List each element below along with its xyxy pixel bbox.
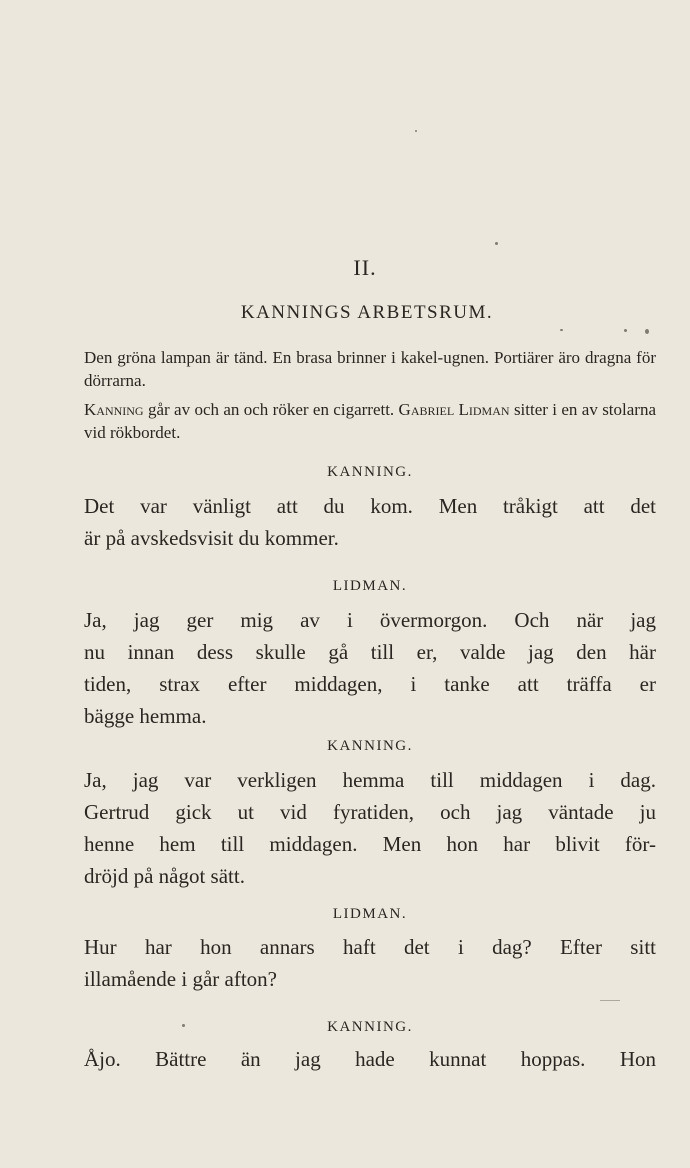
scan-speck	[600, 1000, 620, 1001]
speech-block	[84, 764, 656, 892]
speech-line: Ja, jag ger mig av i övermorgon. Och när jag	[84, 608, 656, 632]
character-name: Gabriel Lidman	[398, 400, 510, 419]
speaker-name: KANNING.	[327, 738, 413, 754]
speech-block	[84, 931, 656, 995]
speech-block	[84, 490, 656, 554]
speech-line: är på avskedsvisit du kommer.	[84, 526, 339, 550]
speaker-name: LIDMAN.	[332, 578, 408, 594]
scan-speck	[560, 329, 563, 331]
speech-line: nu innan dess skulle gå till er, valde jag den här	[84, 640, 656, 664]
stage-direction-setting: Den gröna lampan är tänd. En brasa brinner i kakel-ugnen. Portiärer äro dragna för dörrarna.	[84, 348, 656, 390]
speech-line: Ja, jag var verkligen hemma till middagen i dag.	[84, 768, 656, 792]
scan-speck	[624, 329, 627, 332]
speech-line: tiden, strax efter middagen, i tanke att träffa er	[84, 672, 656, 696]
scan-speck	[415, 130, 417, 132]
speech-line: dröjd på något sätt.	[84, 864, 245, 888]
speech-block	[84, 604, 656, 732]
act-number: II.	[353, 255, 377, 280]
speech-line: henne hem till middagen. Men hon har blivit för-	[84, 832, 656, 856]
speech-line: Åjo. Bättre än jag hade kunnat hoppas. Hon	[84, 1047, 656, 1071]
scan-speck	[495, 242, 498, 245]
stage-direction-characters	[84, 398, 656, 444]
speech-line: Hur har hon annars haft det i dag? Efter sitt	[84, 935, 656, 959]
speech-line: bägge hemma.	[84, 704, 207, 728]
speech-line: Det var vänligt att du kom. Men tråkigt att det	[84, 494, 656, 518]
stage-direction-text: sitter i en av stolarna vid rökbordet.	[84, 400, 657, 442]
stage-direction-text: går av och an och röker en cigarrett.	[143, 400, 399, 419]
speech-line: Gertrud gick ut vid fyratiden, och jag väntade ju	[84, 800, 656, 824]
speaker-name: KANNING.	[327, 464, 413, 480]
speaker-name: KANNING.	[327, 1019, 413, 1035]
speech-block	[84, 1043, 656, 1075]
scan-speck	[182, 1024, 185, 1027]
scene-title: KANNINGS ARBETSRUM.	[240, 302, 494, 323]
scan-speck	[645, 329, 649, 334]
speaker-name: LIDMAN.	[332, 906, 408, 922]
character-name: Kanning	[84, 400, 144, 419]
speech-line: illamående i går afton?	[84, 967, 277, 991]
